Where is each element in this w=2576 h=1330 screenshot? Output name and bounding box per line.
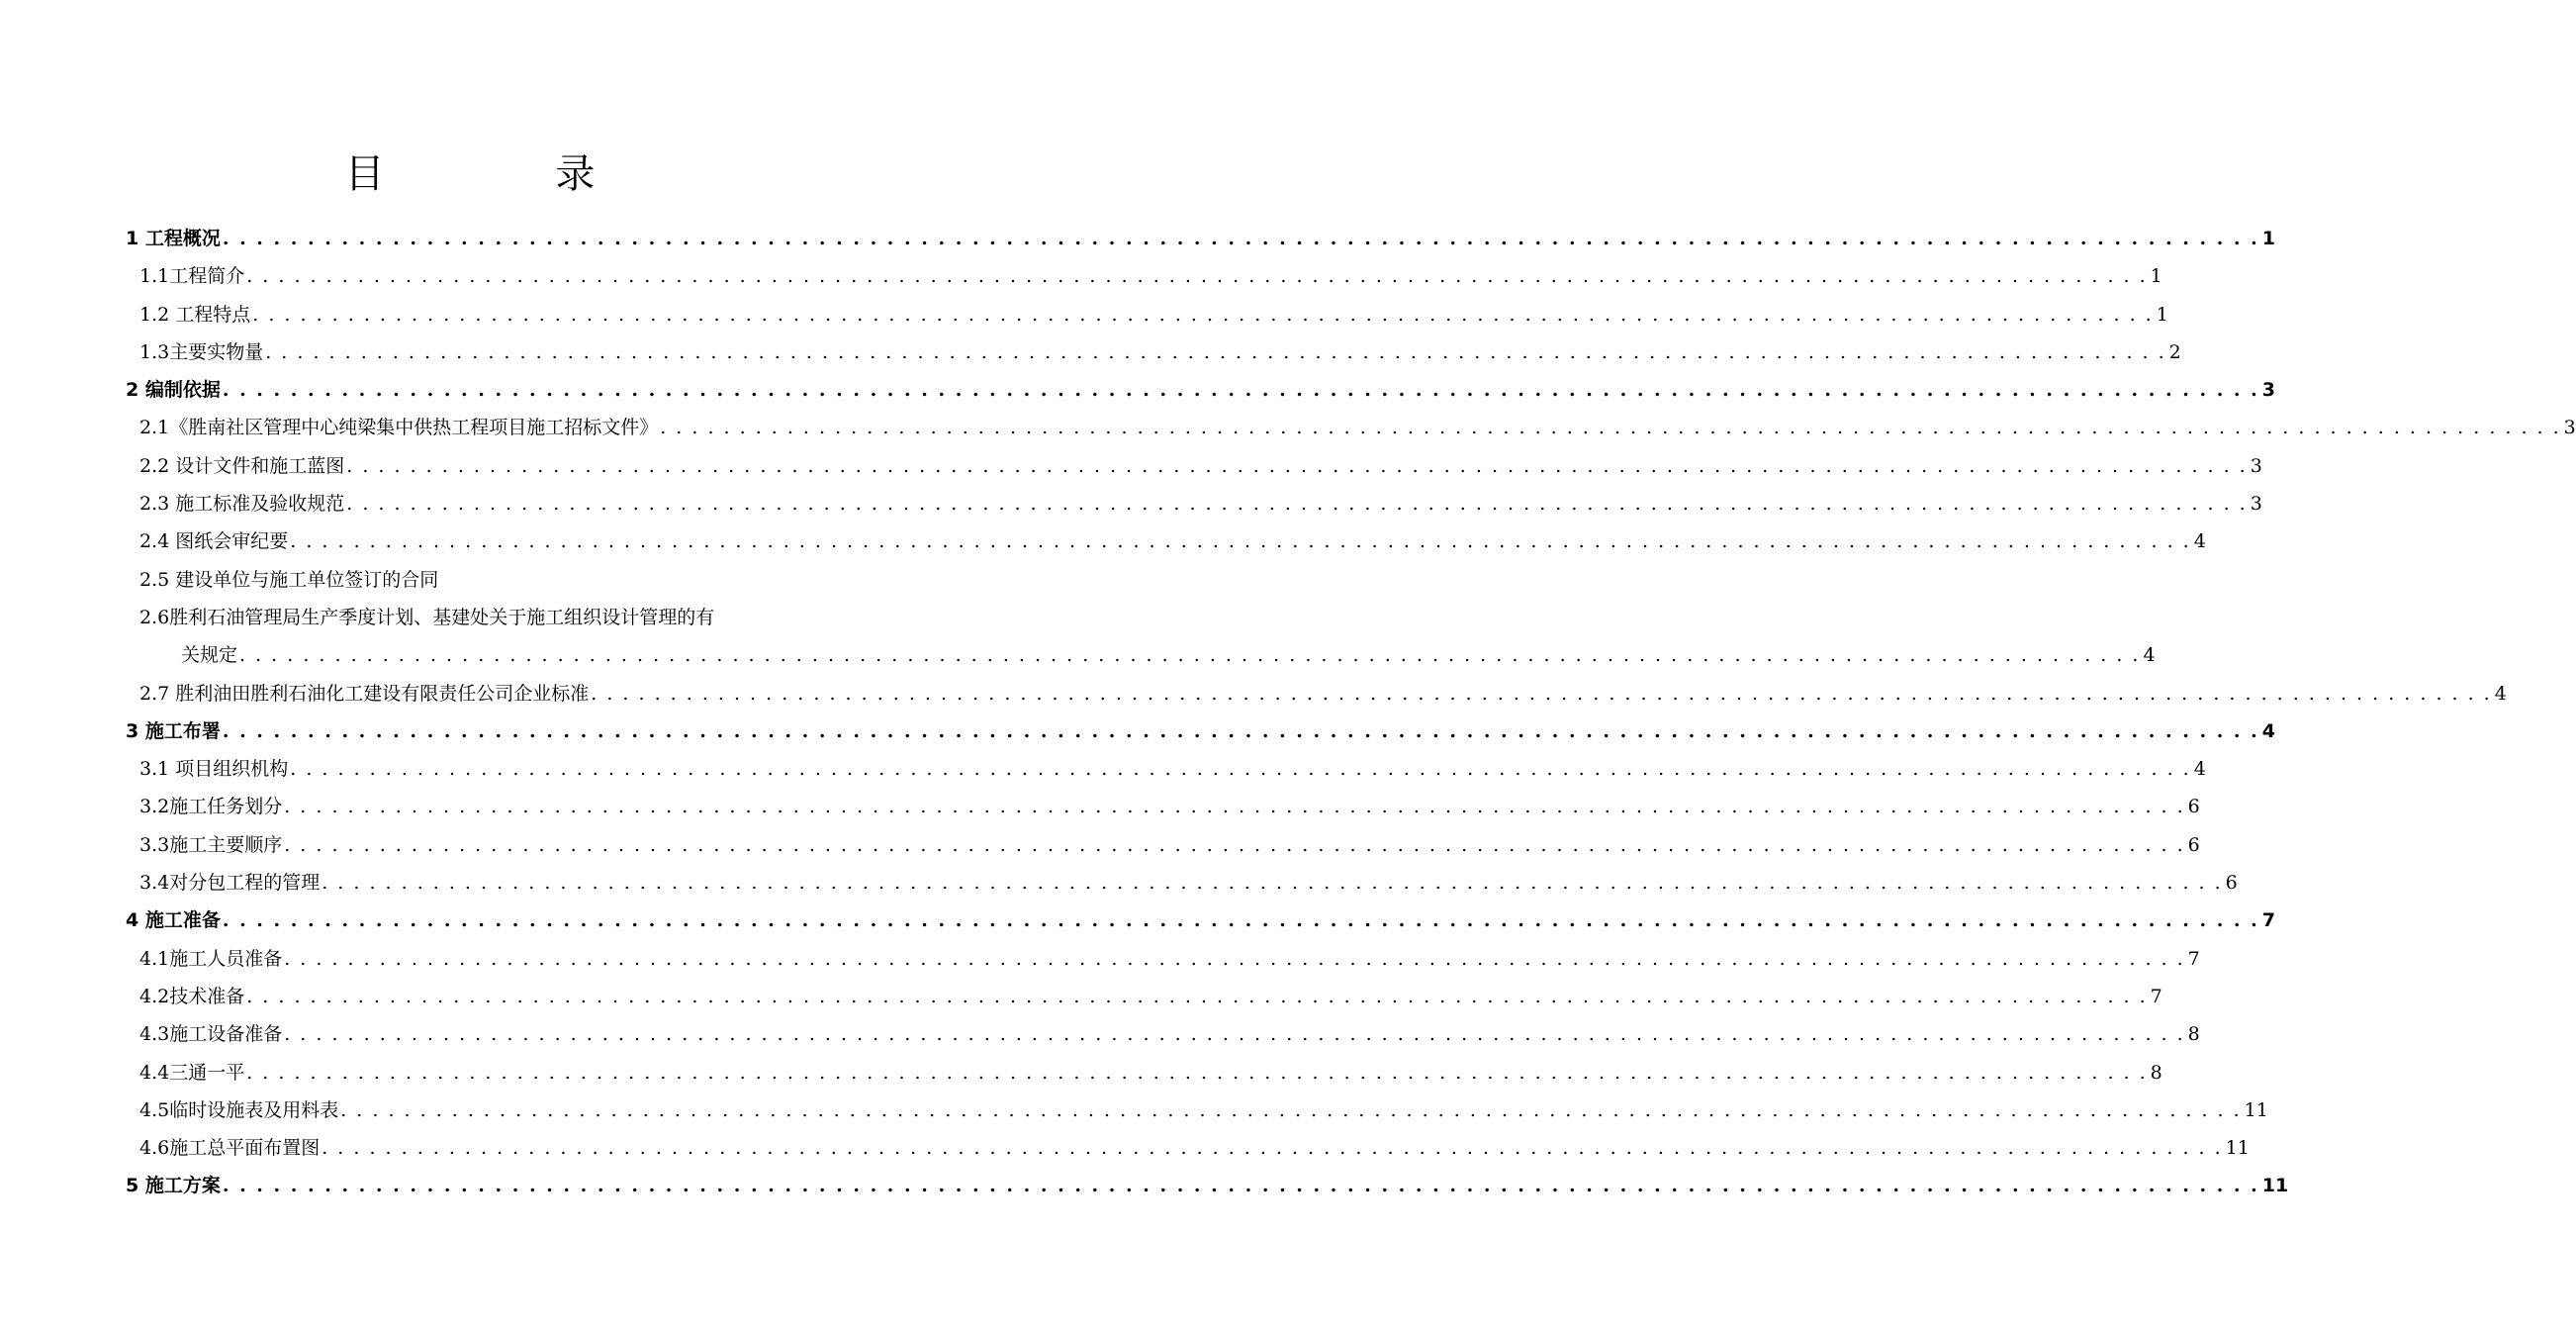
toc-page-number: 11 — [2244, 1098, 2268, 1121]
toc-entry-label: 1.3主要实物量 — [139, 340, 264, 363]
toc-entry-row — [0, 942, 2200, 976]
toc-dot-leader: . . . . . . . . . . . . . . . . . . . . . . . . . . . . . . . . . . . . . . . . . . . . . . . . . . . . . . . . . . . . . . . . . . . . . . . . . . . . . . . . . . . . . . . . . . . . . . . . . . . . . . . . . . . . . . . . . . . . . . . . — [284, 947, 2185, 970]
toc-page-number: 4 — [2193, 758, 2206, 781]
toc-entry[interactable] — [0, 980, 2162, 1017]
toc-page-number: 7 — [2261, 909, 2276, 932]
toc-entry-label: 4.2技术准备 — [139, 985, 245, 1007]
toc-page-number: 6 — [2187, 833, 2200, 856]
toc-entry-label: 2.2 设计文件和施工蓝图 — [139, 454, 345, 477]
toc-entry[interactable] — [0, 714, 2276, 752]
toc-entry-row — [0, 1056, 2162, 1090]
toc-entry-label: 4.6施工总平面布置图 — [139, 1137, 321, 1160]
toc-entry-row — [0, 903, 2276, 937]
toc-entry-row — [0, 449, 2262, 483]
toc-dot-leader: . . . . . . . . . . . . . . . . . . . . . . . . . . . . . . . . . . . . . . . . . . . . . . . . . . . . . . . . . . . . . . . . . . . . . . . . . . . . . . . . . . . . . . . . . . . . . . . . . . . . . . . . . . . . . . . . . . . . . . . . — [252, 303, 2154, 326]
toc-page-number: 1 — [2261, 228, 2276, 249]
toc-page-number: 1 — [2156, 303, 2168, 326]
toc-entry-row — [0, 259, 2162, 293]
toc-entry-row — [0, 373, 2276, 407]
toc-page-number: 4 — [2193, 530, 2206, 553]
toc-entry[interactable] — [0, 298, 2168, 335]
toc-entry-label: 2.7 胜利油田胜利石油化工建设有限责任公司企业标准 — [139, 682, 590, 705]
toc-dot-leader: . . . . . . . . . . . . . . . . . . . . . . . . . . . . . . . . . . . . . . . . . . . . . . . . . . . . . . . . . . . . . . . . . . . . . . . . . . . . . . . . . . . . . . . . . . . . . . . . . . . . . . . . . . . . . . . . . . . . . . . . — [222, 379, 2259, 402]
toc-entry-row — [0, 563, 940, 597]
toc-entry[interactable] — [0, 601, 940, 638]
toc-entry-row — [0, 677, 2507, 711]
toc-entry-label: 2.1《胜南社区管理中心纯梁集中供热工程项目施工招标文件》 — [139, 417, 659, 439]
toc-dot-leader: . . . . . . . . . . . . . . . . . . . . . . . . . . . . . . . . . . . . . . . . . . . . . . . . . . . . . . . . . . . . . . . . . . . . . . . . . . . . . . . . . . . . . . . . . . . . . . . . . . . . . . . . . . . . . . . . . . . . . . . . — [660, 417, 2561, 439]
toc-entry-label: 5 施工方案 — [126, 1175, 221, 1197]
toc-dot-leader: . . . . . . . . . . . . . . . . . . . . . . . . . . . . . . . . . . . . . . . . . . . . . . . . . . . . . . . . . . . . . . . . . . . . . . . . . . . . . . . . . . . . . . . . . . . . . . . . . . . . . . . . . . . . . . . . . . . . . . . . — [246, 985, 2148, 1007]
toc-entry[interactable] — [0, 1056, 2162, 1093]
page-title: 目 录 — [344, 151, 675, 197]
toc-entry[interactable] — [0, 524, 2206, 562]
toc-entry-label: 4.3施工设备准备 — [139, 1023, 283, 1046]
toc-dot-leader: . . . . . . . . . . . . . . . . . . . . . . . . . . . . . . . . . . . . . . . . . . . . . . . . . . . . . . . . . . . . . . . . . . . . . . . . . . . . . . . . . . . . . . . . . . . . . . . . . . . . . . . . . . . . . . . . . . . . . . . . — [222, 719, 2259, 742]
toc-dot-leader: . . . . . . . . . . . . . . . . . . . . . . . . . . . . . . . . . . . . . . . . . . . . . . . . . . . . . . . . . . . . . . . . . . . . . . . . . . . . . . . . . . . . . . . . . . . . . . . . . . . . . . . . . . . . . . . . . . . . . . . . — [284, 1023, 2185, 1046]
toc-entry[interactable] — [0, 942, 2200, 980]
toc-entry-row — [0, 752, 2206, 786]
toc-entry[interactable] — [0, 1169, 2289, 1206]
toc-page-number: 2 — [2168, 340, 2181, 363]
toc-page-number: 8 — [2150, 1061, 2162, 1084]
toc-dot-leader: . . . . . . . . . . . . . . . . . . . . . . . . . . . . . . . . . . . . . . . . . . . . . . . . . . . . . . . . . . . . . . . . . . . . . . . . . . . . . . . . . . . . . . . . . . . . . . . . . . . . . . . . . . . . . . . . . . . . . . . . — [222, 1175, 2259, 1197]
toc-page-number: 6 — [2225, 872, 2238, 895]
toc-entry-row — [0, 866, 2238, 900]
toc-entry[interactable] — [0, 866, 2238, 903]
toc-entry[interactable] — [0, 1131, 2250, 1169]
toc-entry-label: 1.2 工程特点 — [139, 303, 251, 326]
toc-page-number: 3 — [2261, 379, 2276, 402]
toc-entry-label: 2.6胜利石油管理局生产季度计划、基建处关于施工组织设计管理的有 — [139, 606, 715, 628]
toc-entry[interactable] — [0, 411, 2576, 448]
toc-entry[interactable] — [0, 373, 2276, 411]
toc-dot-leader: . . . . . . . . . . . . . . . . . . . . . . . . . . . . . . . . . . . . . . . . . . . . . . . . . . . . . . . . . . . . . . . . . . . . . . . . . . . . . . . . . . . . . . . . . . . . . . . . . . . . . . . . . . . . . . . . . . . . . . . . — [222, 228, 2259, 249]
toc-entry[interactable] — [0, 449, 2262, 487]
toc-dot-leader: . . . . . . . . . . . . . . . . . . . . . . . . . . . . . . . . . . . . . . . . . . . . . . . . . . . . . . . . . . . . . . . . . . . . . . . . . . . . . . . . . . . . . . . . . . . . . . . . . . . . . . . . . . . . . . . . . . . . . . . . — [290, 758, 2191, 781]
toc-entry-row — [0, 335, 2181, 369]
toc-entry[interactable] — [0, 335, 2181, 373]
toc-entry[interactable] — [0, 1093, 2268, 1131]
toc-entry-label: 3.3施工主要顺序 — [139, 833, 283, 856]
toc-dot-leader: . . . . . . . . . . . . . . . . . . . . . . . . . . . . . . . . . . . . . . . . . . . . . . . . . . . . . . . . . . . . . . . . . . . . . . . . . . . . . . . . . . . . . . . . . . . . . . . . . . . . . . . . . . . . . . . . . . . . . . . . — [246, 265, 2148, 288]
toc-entry-label: 2.4 图纸会审纪要 — [139, 530, 289, 553]
toc-entry[interactable] — [0, 828, 2200, 866]
toc-entry-label: 关规定 — [181, 644, 238, 667]
toc-page-number: 4 — [2261, 719, 2276, 742]
toc-entry[interactable] — [0, 752, 2206, 790]
toc-entry-row — [0, 601, 940, 634]
toc-dot-leader: . . . . . . . . . . . . . . . . . . . . . . . . . . . . . . . . . . . . . . . . . . . . . . . . . . . . . . . . . . . . . . . . . . . . . . . . . . . . . . . . . . . . . . . . . . . . . . . . . . . . . . . . . . . . . . . . . . . . . . . . — [290, 530, 2191, 553]
toc-entry-row — [0, 1017, 2200, 1051]
toc-entry-row — [0, 1169, 2289, 1202]
toc-entry-row — [0, 222, 2276, 255]
toc-page-number: 3 — [2250, 454, 2262, 477]
toc-entry[interactable] — [0, 563, 940, 601]
toc-entry-label: 1 工程概况 — [126, 228, 221, 249]
toc-dot-leader: . . . . . . . . . . . . . . . . . . . . . . . . . . . . . . . . . . . . . . . . . . . . . . . . . . . . . . . . . . . . . . . . . . . . . . . . . . . . . . . . . . . . . . . . . . . . . . . . . . . . . . . . . . . . . . . . . . . . . . . . — [284, 796, 2185, 818]
toc-page-number: 4 — [2143, 644, 2156, 667]
toc-page-number: 7 — [2150, 985, 2162, 1007]
toc-entry[interactable] — [0, 903, 2276, 941]
toc-dot-leader: . . . . . . . . . . . . . . . . . . . . . . . . . . . . . . . . . . . . . . . . . . . . . . . . . . . . . . . . . . . . . . . . . . . . . . . . . . . . . . . . . . . . . . . . . . . . . . . . . . . . . . . . . . . . . . . . . . . . . . . . — [246, 1061, 2148, 1084]
toc-page-number: 8 — [2187, 1023, 2200, 1046]
toc-entry-row — [0, 298, 2168, 332]
toc-dot-leader: . . . . . . . . . . . . . . . . . . . . . . . . . . . . . . . . . . . . . . . . . . . . . . . . . . . . . . . . . . . . . . . . . . . . . . . . . . . . . . . . . . . . . . . . . . . . . . . . . . . . . . . . . . . . . . . . . . . . . . . . — [591, 682, 2492, 705]
toc-entry-row — [0, 980, 2162, 1013]
toc-entry-label: 3 施工布署 — [126, 719, 221, 742]
toc-entry-row — [0, 714, 2276, 748]
toc-entry-row — [0, 487, 2262, 521]
toc-dot-leader: . . . . . . . . . . . . . . . . . . . . . . . . . . . . . . . . . . . . . . . . . . . . . . . . . . . . . . . . . . . . . . . . . . . . . . . . . . . . . . . . . . . . . . . . . . . . . . . . . . . . . . . . . . . . . . . . . . . . . . . . — [322, 1137, 2223, 1160]
toc-entry[interactable] — [0, 790, 2200, 827]
toc-entry-row — [0, 790, 2200, 823]
toc-dot-leader: . . . . . . . . . . . . . . . . . . . . . . . . . . . . . . . . . . . . . . . . . . . . . . . . . . . . . . . . . . . . . . . . . . . . . . . . . . . . . . . . . . . . . . . . . . . . . . . . . . . . . . . . . . . . . . . . . . . . . . . . — [239, 644, 2141, 667]
toc-dot-leader: . . . . . . . . . . . . . . . . . . . . . . . . . . . . . . . . . . . . . . . . . . . . . . . . . . . . . . . . . . . . . . . . . . . . . . . . . . . . . . . . . . . . . . . . . . . . . . . . . . . . . . . . . . . . . . . . . . . . . . . . — [284, 833, 2185, 856]
toc-entry[interactable] — [0, 259, 2162, 297]
toc-entry-row — [0, 411, 2576, 444]
toc-entry-label: 4.5临时设施表及用料表 — [139, 1098, 339, 1121]
toc-entry-label: 2 编制依据 — [126, 379, 221, 402]
toc-page-number: 6 — [2187, 796, 2200, 818]
toc-entry-row — [0, 638, 2156, 672]
toc-entry-row — [0, 828, 2200, 862]
table-of-contents — [0, 222, 2576, 1207]
toc-entry-label: 2.3 施工标准及验收规范 — [139, 493, 345, 516]
toc-page-number: 1 — [2150, 265, 2162, 288]
toc-entry-row — [0, 524, 2206, 558]
toc-entry-label: 3.1 项目组织机构 — [139, 758, 289, 781]
toc-dot-leader: . . . . . . . . . . . . . . . . . . . . . . . . . . . . . . . . . . . . . . . . . . . . . . . . . . . . . . . . . . . . . . . . . . . . . . . . . . . . . . . . . . . . . . . . . . . . . . . . . . . . . . . . . . . . . . . . . . . . . . . . — [346, 493, 2248, 516]
toc-dot-leader: . . . . . . . . . . . . . . . . . . . . . . . . . . . . . . . . . . . . . . . . . . . . . . . . . . . . . . . . . . . . . . . . . . . . . . . . . . . . . . . . . . . . . . . . . . . . . . . . . . . . . . . . . . . . . . . . . . . . . . . . — [222, 909, 2259, 932]
toc-entry-label: 3.2施工任务划分 — [139, 796, 283, 818]
toc-entry-label: 4.1施工人员准备 — [139, 947, 283, 970]
toc-page-number: 11 — [2261, 1175, 2289, 1197]
toc-dot-leader: . . . . . . . . . . . . . . . . . . . . . . . . . . . . . . . . . . . . . . . . . . . . . . . . . . . . . . . . . . . . . . . . . . . . . . . . . . . . . . . . . . . . . . . . . . . . . . . . . . . . . . . . . . . . . . . . . . . . . . . . — [322, 872, 2223, 895]
toc-dot-leader: . . . . . . . . . . . . . . . . . . . . . . . . . . . . . . . . . . . . . . . . . . . . . . . . . . . . . . . . . . . . . . . . . . . . . . . . . . . . . . . . . . . . . . . . . . . . . . . . . . . . . . . . . . . . . . . . . . . . . . . . — [346, 454, 2248, 477]
toc-entry[interactable] — [0, 638, 2156, 676]
toc-entry[interactable] — [0, 1017, 2200, 1055]
toc-entry-label: 2.5 建设单位与施工单位签订的合同 — [139, 568, 439, 591]
toc-page-number: 11 — [2225, 1137, 2250, 1160]
toc-entry-label: 1.1工程简介 — [139, 265, 245, 288]
toc-page-number: 3 — [2250, 493, 2262, 516]
toc-entry[interactable] — [0, 487, 2262, 524]
toc-entry[interactable] — [0, 677, 2507, 714]
toc-page-number: 7 — [2187, 947, 2200, 970]
toc-entry-row — [0, 1131, 2250, 1165]
toc-entry-label: 4 施工准备 — [126, 909, 221, 932]
toc-entry[interactable] — [0, 222, 2276, 259]
toc-page-number: 4 — [2494, 682, 2507, 705]
toc-dot-leader: . . . . . . . . . . . . . . . . . . . . . . . . . . . . . . . . . . . . . . . . . . . . . . . . . . . . . . . . . . . . . . . . . . . . . . . . . . . . . . . . . . . . . . . . . . . . . . . . . . . . . . . . . . . . . . . . . . . . . . . . — [340, 1098, 2242, 1121]
toc-page-number: 3 — [2563, 417, 2576, 439]
toc-dot-leader: . . . . . . . . . . . . . . . . . . . . . . . . . . . . . . . . . . . . . . . . . . . . . . . . . . . . . . . . . . . . . . . . . . . . . . . . . . . . . . . . . . . . . . . . . . . . . . . . . . . . . . . . . . . . . . . . . . . . . . . . — [265, 340, 2166, 363]
toc-entry-label: 4.4三通一平 — [139, 1061, 245, 1084]
toc-entry-row — [0, 1093, 2268, 1127]
toc-entry-label: 3.4对分包工程的管理 — [139, 872, 321, 895]
